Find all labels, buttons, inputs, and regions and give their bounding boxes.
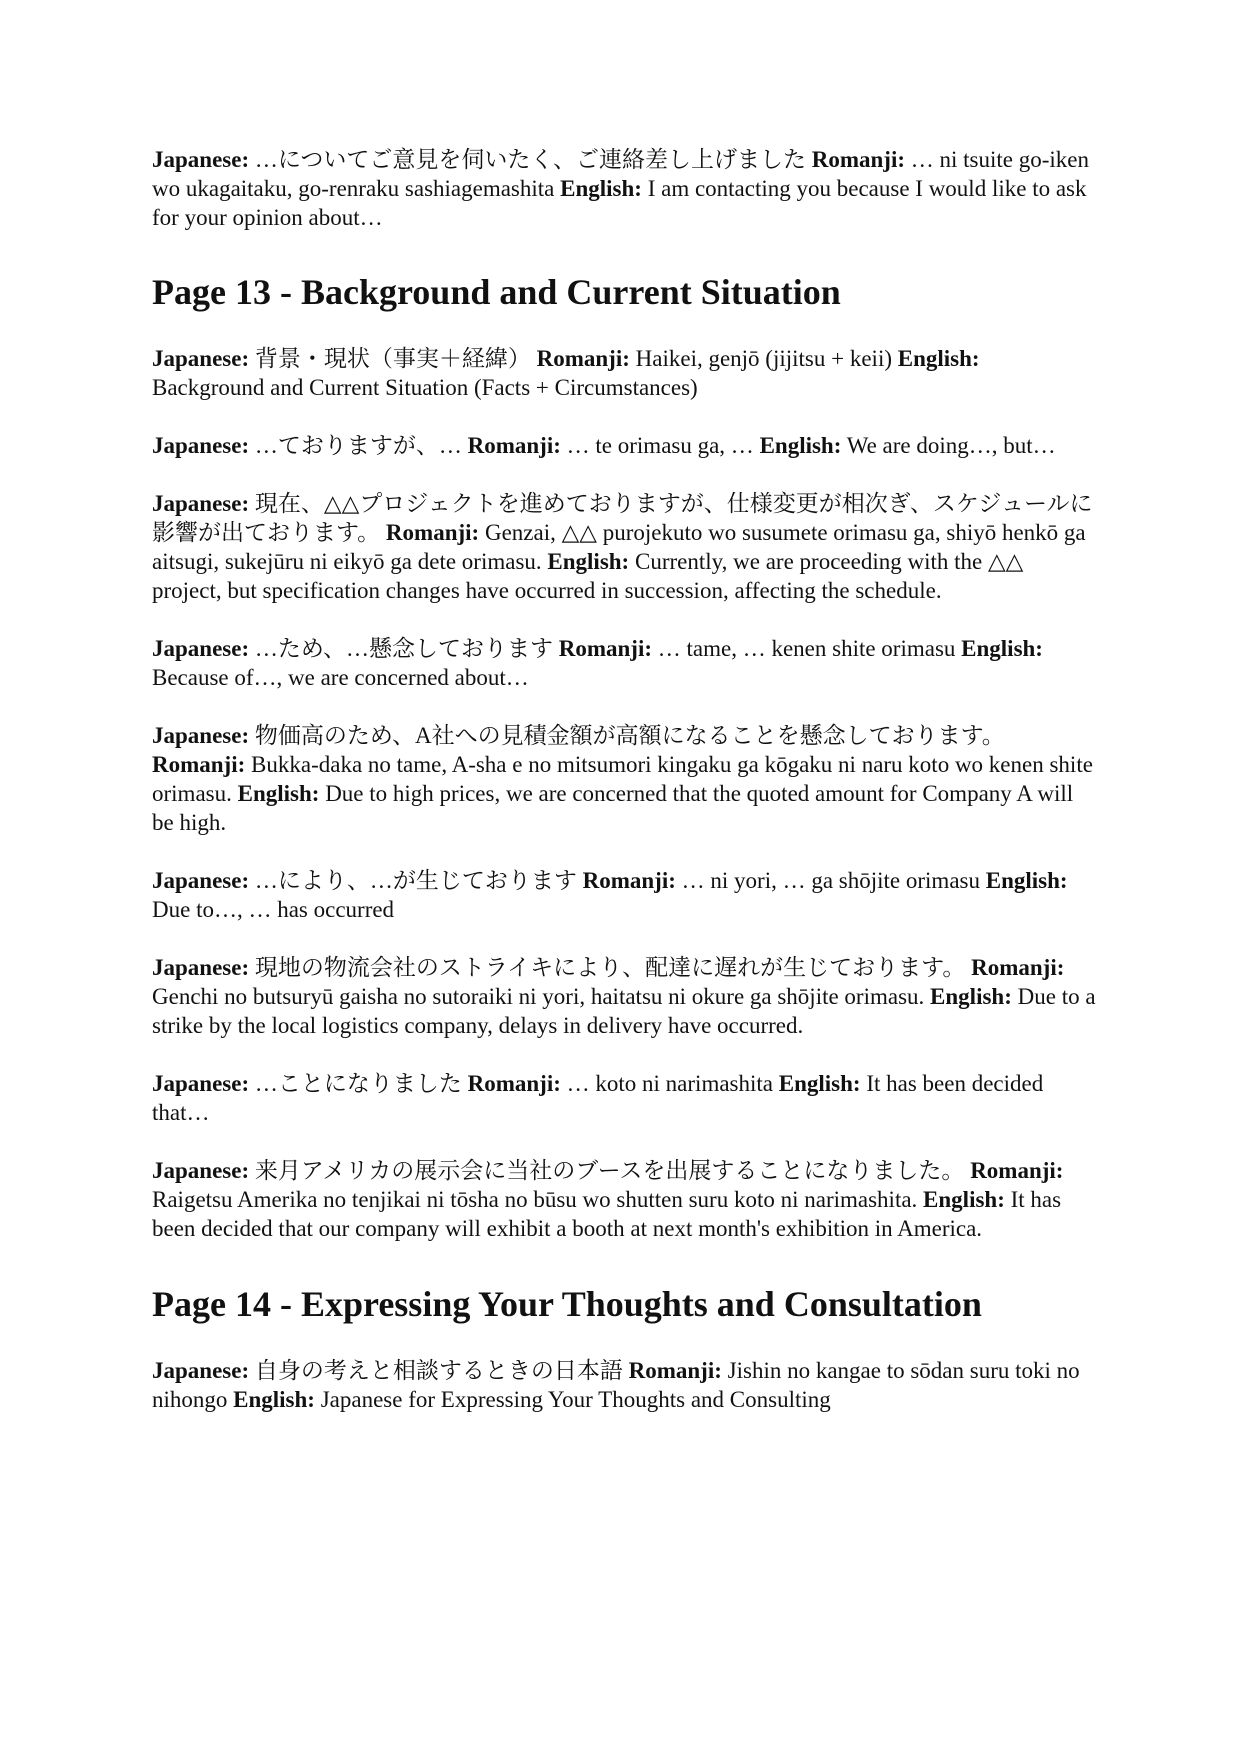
english-label: English: [547,549,630,574]
phrase-entry [152,1356,1097,1414]
english-label: English: [778,1071,861,1096]
english-text: Background and Current Situation (Facts + Circumstances) [152,375,698,400]
romanji-text: Genzai, △△ purojekuto wo susumete orimasu ga, shiyō henkō ga aitsugi, sukejūru ni eikyō ga dete orimasu. [152,520,1086,574]
romanji-label: Romanji: [971,955,1065,980]
romanji-text: Raigetsu Amerika no tenjikai ni tōsha no būsu wo shutten suru koto ni narimashita. [152,1187,918,1212]
romanji-text: … ni yori, … ga shōjite orimasu [681,868,980,893]
english-text: Due to high prices, we are concerned that the quoted amount for Company A will be high. [152,781,1074,835]
english-label: English: [897,346,980,371]
phrase-entry [152,1156,1097,1243]
romanji-label: Romanji: [970,1158,1064,1183]
romanji-text: … koto ni narimashita [566,1071,773,1096]
english-text: It has been decided that… [152,1071,1044,1125]
phrase-entry [152,953,1097,1040]
romanji-text: Bukka-daka no tame, A-sha e no mitsumori kingaku ga kōgaku ni naru koto wo kenen shite orimasu. [152,752,1093,806]
romanji-text: … tame, … kenen shite orimasu [657,636,956,661]
japanese-label: Japanese: [152,1071,250,1096]
romanji-text: … ni tsuite go-iken wo ukagaitaku, go-renraku sashiagemashita [152,147,1089,201]
romanji-label: Romanji: [385,520,480,545]
english-label: English: [233,1387,315,1412]
english-text: It has been decided that our company will exhibit a booth at next month's exhibition in America. [152,1187,1062,1241]
japanese-text: 現地の物流会社のストライキにより、配達に遅れが生じております。 [254,955,966,980]
phrase-entry [152,634,1097,692]
english-label: English: [560,176,642,201]
english-text: Because of…, we are concerned about… [152,665,529,690]
japanese-label: Japanese: [152,955,250,980]
english-text: I am contacting you because I would like to ask for your opinion about… [152,176,1087,230]
japanese-text: …ておりますが、… [254,433,462,458]
romanji-text: Jishin no kangae to sōdan suru toki no nihongo [152,1358,1080,1412]
japanese-label: Japanese: [152,868,250,893]
english-label: English: [759,433,842,458]
romanji-label: Romanji: [558,636,652,661]
phrase-entry [152,489,1097,605]
japanese-label: Japanese: [152,1358,250,1383]
phrase-entry [152,344,1097,402]
japanese-text: 背景・現状（事実＋経緯） [254,346,531,371]
phrase-entry [152,431,1097,460]
section-heading-page-14: Page 14 - Expressing Your Thoughts and Consultation [152,1284,982,1324]
english-text: Due to a strike by the local logistics company, delays in delivery have occurred. [152,984,1096,1038]
romanji-label: Romanji: [152,752,246,777]
phrase-entry-intro [152,145,1097,232]
japanese-text: 自身の考えと相談するときの日本語 [254,1358,623,1383]
japanese-text: …についてご意見を伺いたく、ご連絡差し上げました [254,147,806,172]
romanji-label: Romanji: [628,1358,722,1383]
japanese-label: Japanese: [152,723,250,748]
english-label: English: [237,781,320,806]
japanese-label: Japanese: [152,636,250,661]
phrase-entry [152,866,1097,924]
japanese-text: 物価高のため、A社への見積金額が高額になることを懸念しております。 [254,723,1005,748]
japanese-text: 来月アメリカの展示会に当社のブースを出展することになりました。 [254,1158,965,1183]
english-text: Due to…, … has occurred [152,897,395,922]
phrase-entry [152,721,1097,837]
romanji-text: … te orimasu ga, … [566,433,754,458]
english-label: English: [930,984,1012,1009]
japanese-label: Japanese: [152,491,250,516]
document-page [152,145,1097,1443]
section-heading-page-13: Page 13 - Background and Current Situation [152,272,841,312]
japanese-text: …ため、…懸念しております [254,636,553,661]
romanji-label: Romanji: [467,433,561,458]
english-label: English: [985,868,1068,893]
romanji-label: Romanji: [811,147,905,172]
japanese-label: Japanese: [152,346,250,371]
japanese-label: Japanese: [152,433,250,458]
romanji-label: Romanji: [467,1071,561,1096]
romanji-label: Romanji: [536,346,630,371]
japanese-text: …により、…が生じております [254,868,577,893]
japanese-label: Japanese: [152,1158,250,1183]
english-text: Currently, we are proceeding with the △△ project, but specification changes have occurred in succession, affecting the schedule. [152,549,1024,603]
romanji-text: Haikei, genjō (jijitsu + keii) [635,346,892,371]
japanese-text: …ことになりました [254,1071,462,1096]
japanese-label: Japanese: [152,147,250,172]
romanji-text: Genchi no butsuryū gaisha no sutoraiki ni yori, haitatsu ni okure ga shōjite orimasu. [152,984,925,1009]
english-label: English: [961,636,1043,661]
english-text: We are doing…, but… [846,433,1056,458]
english-label: English: [923,1187,1005,1212]
english-text: Japanese for Expressing Your Thoughts and Consulting [320,1387,831,1412]
japanese-text: 現在、△△プロジェクトを進めておりますが、仕様変更が相次ぎ、スケジュールに影響が出ております。 [152,491,1093,545]
phrase-entry [152,1069,1097,1127]
romanji-label: Romanji: [582,868,676,893]
